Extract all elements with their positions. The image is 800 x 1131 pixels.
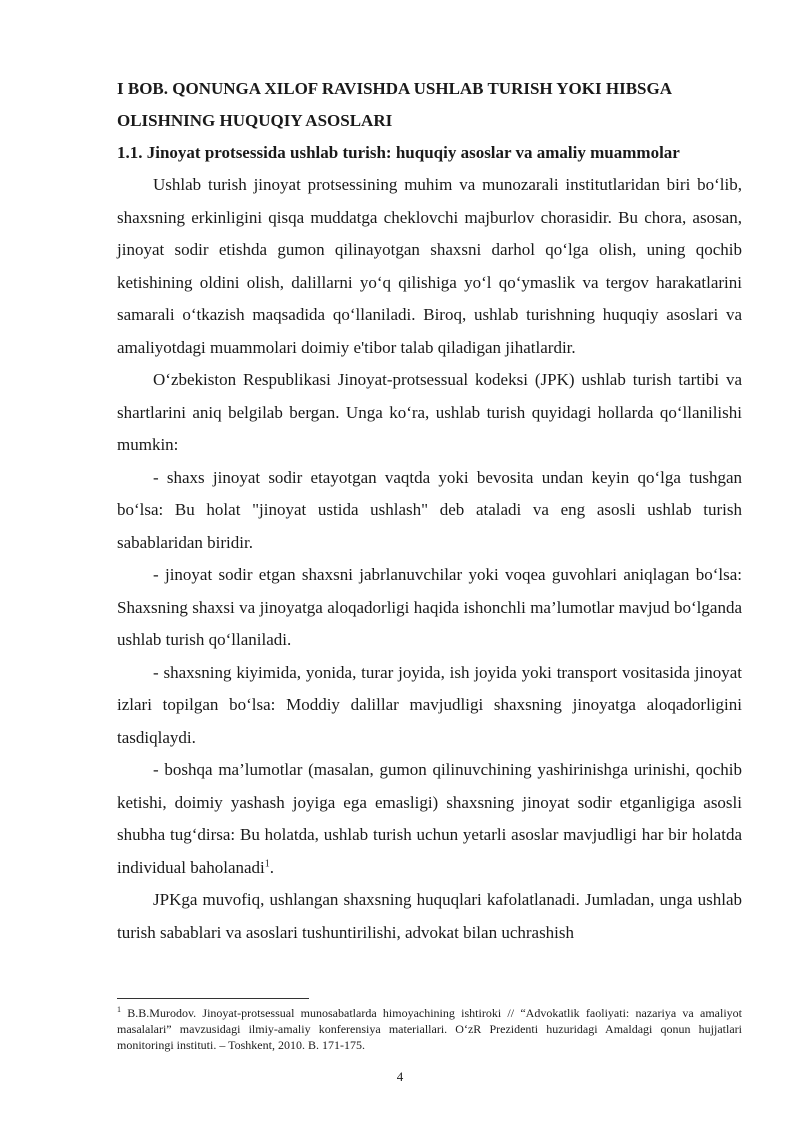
paragraph: JPKga muvofiq, ushlangan shaxsning huquqlari kafolatlanadi. Jumladan, unga ushlab turish sabablari va asoslari tushuntirilishi, advokat bilan uchrashish xyxy=(117,890,742,942)
paragraph: O‘zbekiston Respublikasi Jinoyat-protsessual kodeksi (JPK) ushlab turish tartibi va shartlarini aniq belgilab bergan. Unga ko‘ra, ushlab turish quyidagi hollarda qo‘llanilishi mumkin: xyxy=(117,370,742,454)
list-item-text: - boshqa ma’lumotlar (masalan, gumon qilinuvchining yashirinishga urinishi, qochib ketishi, doimiy yashash joyiga ega emasligi) shaxsning jinoyat sodir etganligiga asosli shubha tug‘dirsa: Bu holatda, ushlab turish uchun yetarli asoslar mavjudligi har bir holatda individual baholanadi xyxy=(117,760,742,877)
footnote-text: B.B.Murodov. Jinoyat-protsessual munosabatlarda himoyachining ishtiroki // “Advokatlik faoliyati: nazariya va amaliyot masalalari” mavzusidagi ilmiy-amaliy konferensiya materiallari. O‘zR Prezidenti huzuridagi Amaldagi qonun hujjatlari monitoringi instituti. – Toshkent, 2010. B. 171-175. xyxy=(117,1006,742,1052)
list-item: - jinoyat sodir etgan shaxsni jabrlanuvchilar yoki voqea guvohlari aniqlagan bo‘lsa: Shaxsning shaxsi va jinoyatga aloqadorligi haqida ishonchli ma’lumotlar mavjud bo‘lganda ushlab turish qo‘llaniladi. xyxy=(117,565,742,649)
list-item: - shaxs jinoyat sodir etayotgan vaqtda yoki bevosita undan keyin qo‘lga tushgan bo‘lsa: Bu holat "jinoyat ustida ushlash" deb ataladi va eng asosli ushlab turish sabablaridan biridir. xyxy=(117,467,742,552)
footnote-number: 1 xyxy=(117,1005,121,1014)
paragraph: Ushlab turish jinoyat protsessining muhim va munozarali institutlaridan biri bo‘lib, shaxsning erkinligini qisqa muddatga cheklovchi majburlov chorasidir. Bu chora, asosan, jinoyat sodir etishda gumon qilinayotgan shaxsni darhol qo‘lga olish, uning qochib ketishining oldini olish, dalillarni yo‘q qilishiga yo‘l qo‘ymaslik va tergov harakatlarini samarali o‘tkazish maqsadida qo‘llaniladi. Biroq, ushlab turishning huquqiy asoslari va amaliyotdagi muammolari doimiy e'tibor talab qiladigan jihatlardir. xyxy=(117,175,742,357)
footnote xyxy=(117,1005,742,1053)
section-title: 1.1. Jinoyat protsessida ushlab turish: huquqiy asoslar va amaliy muammolar xyxy=(117,143,680,162)
page-number: 4 xyxy=(396,1069,404,1084)
list-item: - shaxsning kiyimida, yonida, turar joyida, ish joyida yoki transport vositasida jinoyat izlari topilgan bo‘lsa: Moddiy dalillar mavjudligi shaxsning jinoyatga aloqadorligini tasdiqlaydi. xyxy=(117,662,742,747)
list-item-end-punctuation: . xyxy=(269,857,275,877)
footnote-separator xyxy=(117,998,309,999)
list-item xyxy=(117,754,742,884)
chapter-title: I BOB. QONUNGA XILOF RAVISHDA USHLAB TURISH YOKI HIBSGA OLISHNING HUQUQIY ASOSLARI xyxy=(117,79,672,130)
page-content xyxy=(117,73,742,949)
footnote-reference[interactable]: 1 xyxy=(264,857,270,869)
